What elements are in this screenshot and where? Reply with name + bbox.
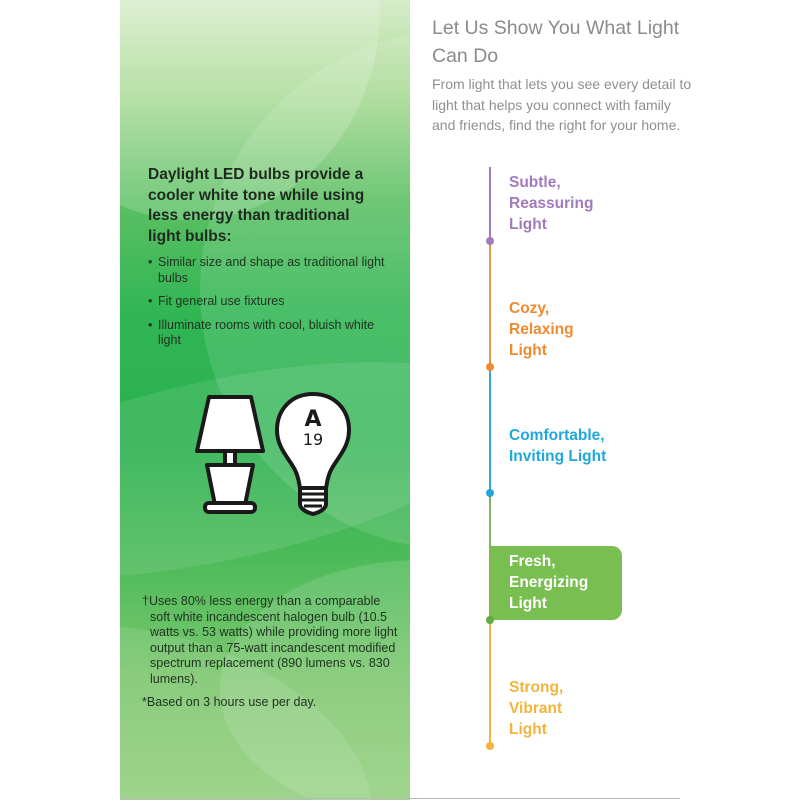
- timeline-label-strong: Strong, Vibrant Light: [509, 679, 564, 738]
- bulb-label-number: 19: [302, 430, 324, 449]
- timeline-dot: [486, 237, 494, 245]
- page-subheading: From light that lets you see every detail to light that helps you connect with family and friends, find the right for your home.: [432, 76, 692, 133]
- timeline-label-fresh: Fresh, Energizing Light: [509, 553, 589, 612]
- feature-item: • Similar size and shape as traditional light bulbs: [148, 255, 398, 286]
- feature-item: • Illuminate rooms with cool, bluish white light: [148, 318, 398, 349]
- bottom-divider: [120, 798, 680, 799]
- timeline-segment: [489, 367, 491, 493]
- timeline-segment: [489, 241, 491, 367]
- timeline-dot: [486, 489, 494, 497]
- timeline-label-subtle: Subtle, Reassuring Light: [509, 174, 594, 233]
- timeline-segment: [489, 167, 491, 241]
- feature-item: • Fit general use fixtures: [148, 294, 398, 310]
- timeline-dot: [486, 363, 494, 371]
- energy-footnote: †Uses 80% less energy than a comparable soft white incandescent halogen bulb (10.5 watts vs. 53 watts) while providing more light output than a 75-watt incandescent modified spectrum replacement (890 lumens vs. 830 lumens).: [142, 594, 398, 686]
- timeline-label-cozy: Cozy, Relaxing Light: [509, 300, 574, 359]
- bulb-label-letter: A: [304, 407, 322, 432]
- timeline-label-comfortable: Comfortable, Inviting Light: [509, 427, 607, 465]
- intro-text: Daylight LED bulbs provide a cooler white tone while using less energy than traditional light bulbs:: [148, 166, 365, 245]
- timeline-segment: [489, 620, 491, 746]
- usage-footnote: *Based on 3 hours use per day.: [142, 695, 317, 709]
- page-heading: Let Us Show You What Light Can Do: [432, 17, 680, 67]
- timeline-dot: [486, 742, 494, 750]
- timeline-dot: [486, 616, 494, 624]
